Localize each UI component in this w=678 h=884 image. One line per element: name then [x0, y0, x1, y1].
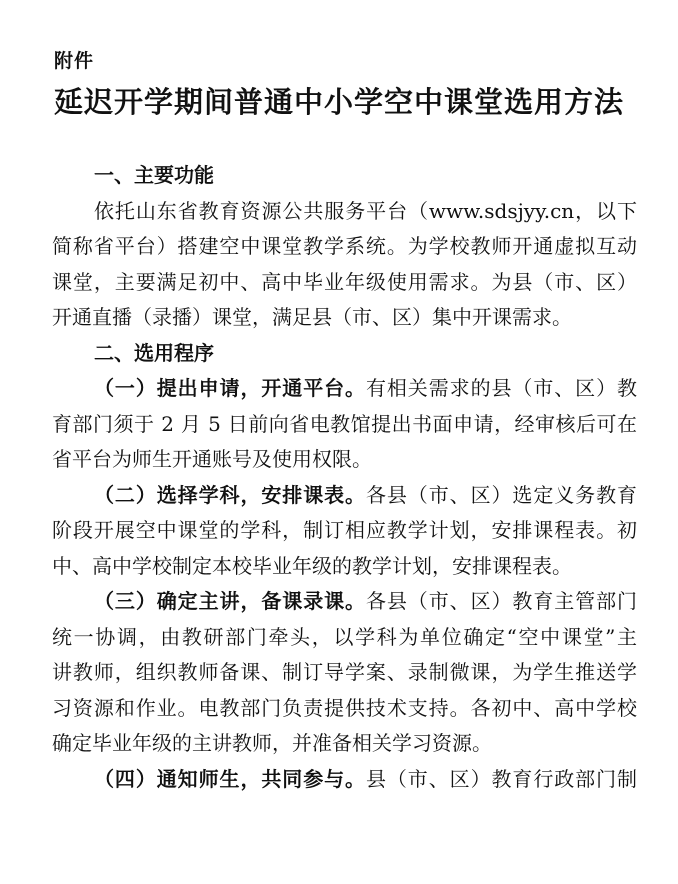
paragraph-line: 开通直播（录播）课堂，满足县（市、区）集中开课需求。 [52, 305, 572, 329]
paragraph-line: 确定毕业年级的主讲教师，并准备相关学习资源。 [52, 731, 492, 755]
paragraph-line: 中、高中学校制定本校毕业年级的教学计划，安排课程表。 [52, 553, 572, 578]
step-heading-schedule: （二）选择学科，安排课表。 [94, 482, 366, 507]
paragraph-line: 讲教师，组织教师备课、制订导学案、录制微课，为学生推送学 [52, 660, 637, 684]
paragraph-line: 阶段开展空中课堂的学科，制订相应教学计划，安排课程表。初 [52, 518, 637, 542]
paragraph-line [52, 762, 637, 798]
step-heading-notify: （四）通知师生，共同参与。 [94, 766, 366, 791]
paragraph-text: 各县（市、区）教育主管部门 [365, 589, 637, 613]
document-body [52, 158, 637, 797]
paragraph-line: 育部门须于 2 月 5 日前向省电教馆提出书面申请，经审核后可在 [52, 411, 637, 436]
paragraph-line [52, 584, 637, 620]
paragraph-line: 统一协调，由教研部门牵头，以学科为单位确定“空中课堂”主 [52, 624, 637, 649]
paragraph-line: 习资源和作业。电教部门负责提供技术支持。各初中、高中学校 [52, 695, 637, 720]
step-heading-lecturers: （三）确定主讲，备课录课。 [94, 589, 366, 613]
paragraph-text: 有相关需求的县（市、区）教 [365, 376, 637, 400]
attachment-label: 附件 [54, 50, 95, 72]
section-heading-selection-procedure: 二、选用程序 [94, 340, 214, 365]
paragraph-line: 简称省平台）搭建空中课堂教学系统。为学校教师开通虚拟互动 [52, 234, 637, 258]
paragraph-text: 县（市、区）教育行政部门制 [365, 766, 637, 791]
paragraph-line: 依托山东省教育资源公共服务平台（www.sdsjyy.cn，以下 [94, 198, 637, 223]
paragraph-text: 各县（市、区）选定义务教育 [365, 482, 637, 507]
step-heading-apply: （一）提出申请，开通平台。 [94, 376, 366, 400]
paragraph-line [52, 371, 637, 407]
section-heading-main-functions: 一、主要功能 [94, 163, 214, 187]
document-title: 延迟开学期间普通中小学空中课堂选用方法 [53, 85, 624, 119]
paragraph-line: 省平台为师生开通账号及使用权限。 [52, 447, 372, 471]
paragraph-line: 课堂，主要满足初中、高中毕业年级使用需求。为县（市、区） [52, 269, 637, 294]
paragraph-line [52, 478, 637, 514]
